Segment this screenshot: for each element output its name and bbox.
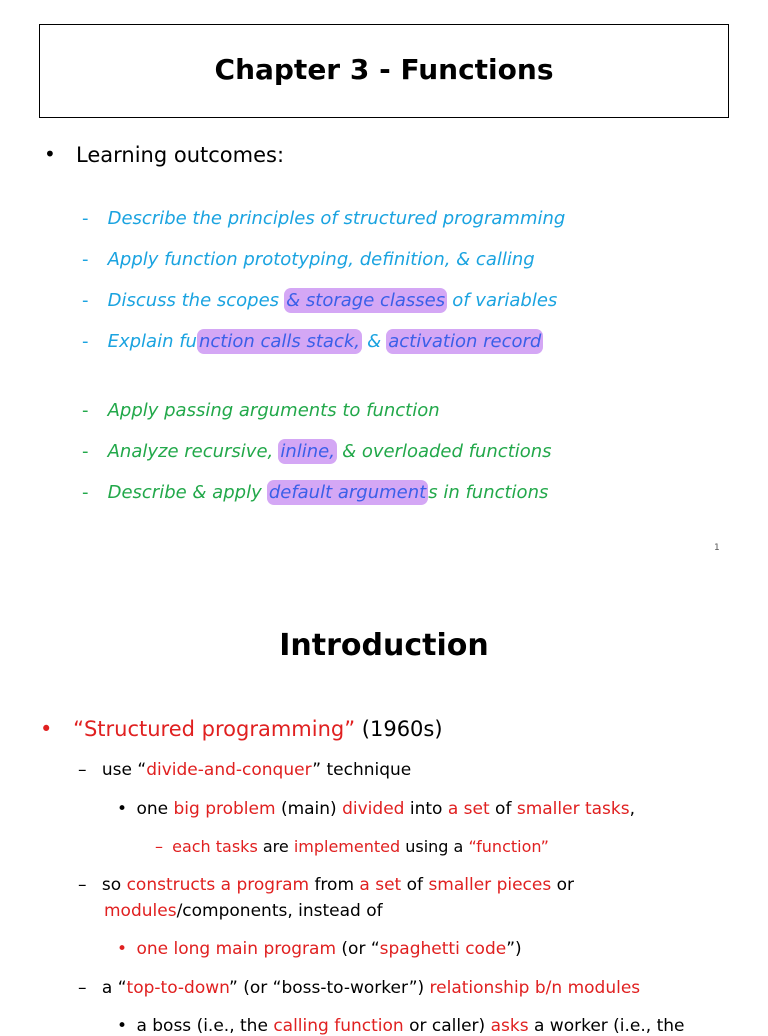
sub-sub-item: • one big problem (main) divided into a set of smaller tasks, [117,799,636,819]
slide-title-box [39,24,729,118]
sub-item-continued: modules/components, instead of [104,901,383,921]
sub-sub-sub-item: – each tasks are implemented using a “function” [155,837,549,856]
highlight: inline, [280,441,335,462]
outcome-item: - Apply passing arguments to function [82,400,440,421]
highlight: & storage classes [286,290,446,311]
sub-sub-item: • one long main program (or “spaghetti code”) [117,939,522,959]
bullet-marker: • [44,142,56,166]
outcome-item: - Apply function prototyping, definition, & calling [82,249,535,270]
highlight: default argument [268,482,427,503]
sub-sub-item: • a boss (i.e., the calling function or caller) asks a worker (i.e., the [117,1016,685,1036]
page-number: 1 [714,543,720,553]
sub-item: – a “top-to-down” (or “boss-to-worker”) relationship b/n modules [78,978,641,998]
learning-outcomes-label: Learning outcomes: [76,143,285,167]
outcome-item: - Discuss the scopes & storage classes of variables [82,290,558,311]
sub-item: – use “divide-and-conquer” technique [78,760,412,780]
outcome-item: - Describe the principles of structured programming [82,208,566,229]
highlight: nction calls stack, [198,331,360,352]
bullet-structured: • “Structured programming” (1960s) [40,717,443,741]
outcome-item: - Analyze recursive, inline, & overloaded functions [82,441,552,462]
sub-item: – so constructs a program from a set of smaller pieces or [78,875,575,895]
outcome-item: - Explain fu nction calls stack, & activation record [82,331,542,352]
highlight: activation record [388,331,542,352]
outcome-item: - Describe & apply default argument s in functions [82,482,549,503]
slide-title: Chapter 3 - Functions [214,53,554,86]
slide-title: Introduction [279,628,489,663]
